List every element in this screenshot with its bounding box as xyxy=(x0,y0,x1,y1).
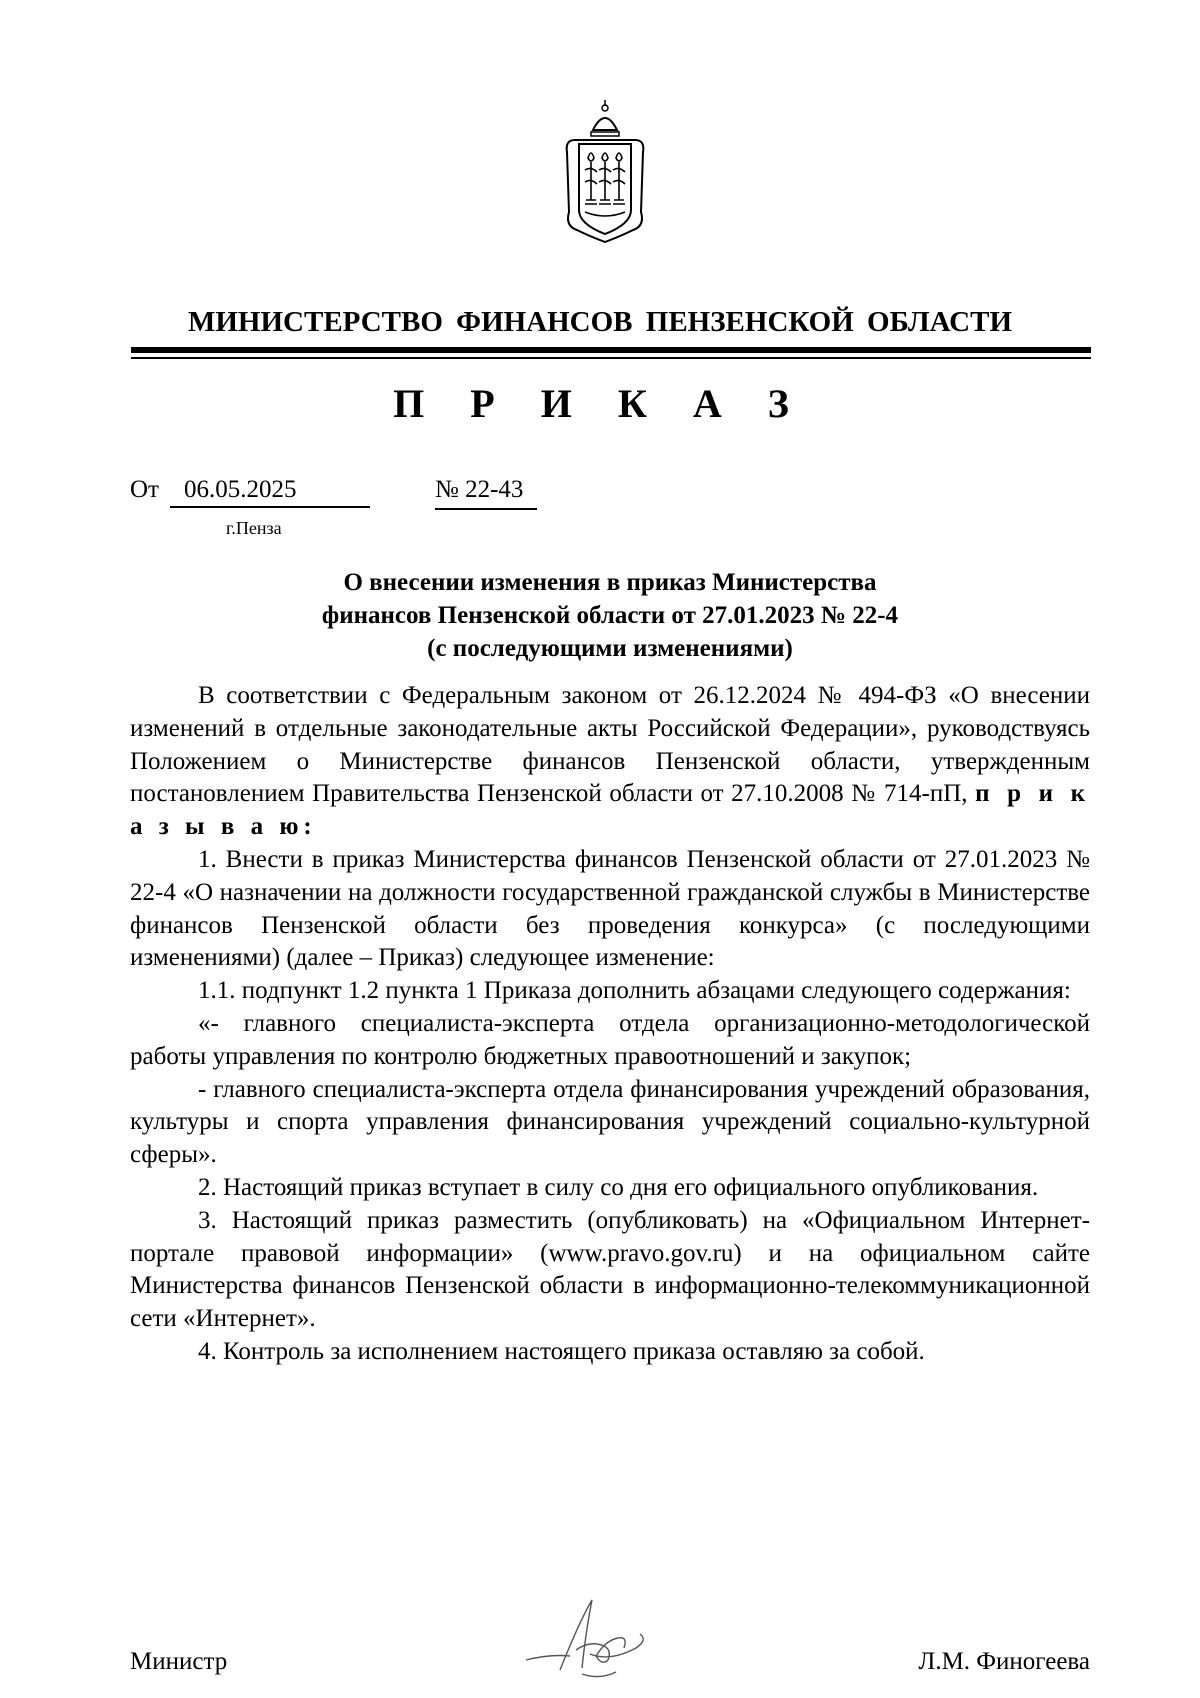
clause-2: 2. Настоящий приказ вступает в силу со дня его официального опубликования. xyxy=(198,1173,1039,1201)
header-divider-thick xyxy=(131,347,1091,353)
document-body xyxy=(130,680,1090,1369)
document-title xyxy=(130,566,1090,665)
title-line: О внесении изменения в приказ Министерства xyxy=(343,569,877,596)
added-paragraph-2: - главного специалиста-эксперта отдела финансирования учреждений образования, культуры и спорта управления финансирования учреждений социально-культурной сферы». xyxy=(130,1075,1090,1169)
document-number: № 22-43 xyxy=(435,476,537,510)
city: г.Пенза xyxy=(226,518,282,538)
order-word: п р и к а з ы в а ю: xyxy=(130,780,1090,841)
signature-row xyxy=(130,1648,1090,1688)
signatory-position: Министр xyxy=(130,1648,228,1675)
document-date: 06.05.2025 xyxy=(170,476,370,508)
clause-1-1: 1.1. подпункт 1.2 пункта 1 Приказа дополнить абзацами следующего содержания: xyxy=(198,977,1071,1005)
coat-of-arms-emblem xyxy=(555,100,655,248)
ministry-name: МИНИСТЕРСТВО ФИНАНСОВ ПЕНЗЕНСКОЙ ОБЛАСТИ xyxy=(187,306,1013,338)
title-line: (с последующими изменениями) xyxy=(427,635,793,662)
document-type: П Р И К А З xyxy=(393,381,807,426)
date-prefix: От xyxy=(130,476,159,503)
preamble-text: В соответствии с Федеральным законом от 26.12.2024 № 494-ФЗ «О внесении изменений в отдельные законодательные акты Российской Федерации», руководствуясь Положением о Министерстве финансов Пензенской области, утвержденным постановлением Правительства Пензенской области от 27.10.2008 № 714-пП, xyxy=(130,682,1090,808)
header-divider-thin xyxy=(131,357,1091,359)
clause-4: 4. Контроль за исполнением настоящего приказа оставляю за собой. xyxy=(198,1337,925,1365)
title-line: финансов Пензенской области от 27.01.2023 № 22-4 xyxy=(321,602,899,629)
clause-1: 1. Внести в приказ Министерства финансов Пензенской области от 27.01.2023 № 22-4 «О назначении на должности государственной гражданской службы в Министерстве финансов Пензенской области без проведения конкурса» (с последующими изменениями) (далее – Приказ) следующее изменение: xyxy=(130,845,1090,972)
added-paragraph-1: «- главного специалиста-эксперта отдела организационно-методологической работы управления по контролю бюджетных правоотношений и закупок; xyxy=(130,1009,1090,1070)
preamble-paragraph xyxy=(130,680,1090,844)
date-number-row xyxy=(130,476,630,510)
clause-3: 3. Настоящий приказ разместить (опубликовать) на «Официальном Интернет-портале правовой информации» (www.pravo.gov.ru) и на официальном сайте Министерства финансов Пензенской области в информационно-телекоммуникационной сети «Интернет». xyxy=(130,1206,1090,1333)
signatory-name: Л.М. Финогеева xyxy=(918,1648,1090,1675)
